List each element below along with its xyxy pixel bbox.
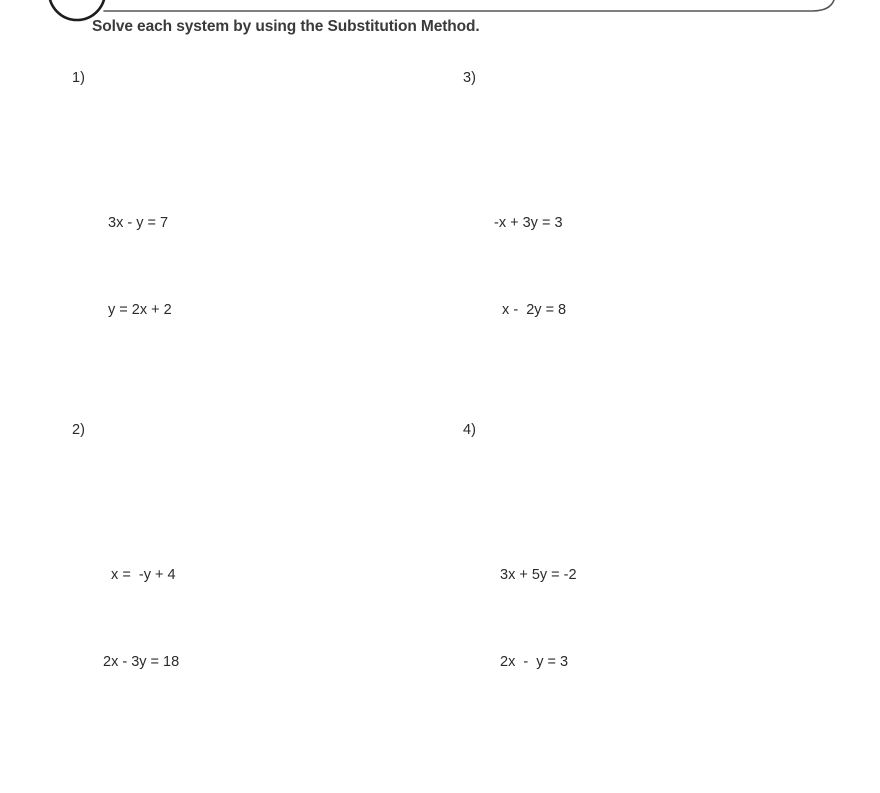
problem-2-equation-1: x = -y + 4 [103, 567, 176, 583]
problem-2-equation-2: 2x - 3y = 18 [103, 654, 180, 670]
problem-3-number: 3) [463, 70, 476, 86]
problem-4-equation-1: 3x + 5y = -2 [500, 567, 577, 583]
work-space-problem-3[interactable] [463, 100, 823, 400]
work-space-problem-4[interactable] [463, 452, 823, 642]
work-space-problem-1[interactable] [72, 100, 432, 400]
problem-2-number: 2) [72, 422, 85, 438]
problem-1-equation-2: y = 2x + 2 [108, 302, 172, 318]
problem-3-equation-1: -x + 3y = 3 [494, 215, 563, 231]
work-space-problem-2[interactable] [72, 452, 432, 642]
instruction-heading: Solve each system by using the Substitution Method. [92, 18, 480, 35]
problem-1-equation-1: 3x - y = 7 [108, 215, 169, 231]
problem-4-equation-2: 2x - y = 3 [500, 654, 569, 670]
problem-4-number: 4) [463, 422, 476, 438]
problem-3-equation-2: x - 2y = 8 [494, 302, 567, 318]
problem-1-number: 1) [72, 70, 85, 86]
